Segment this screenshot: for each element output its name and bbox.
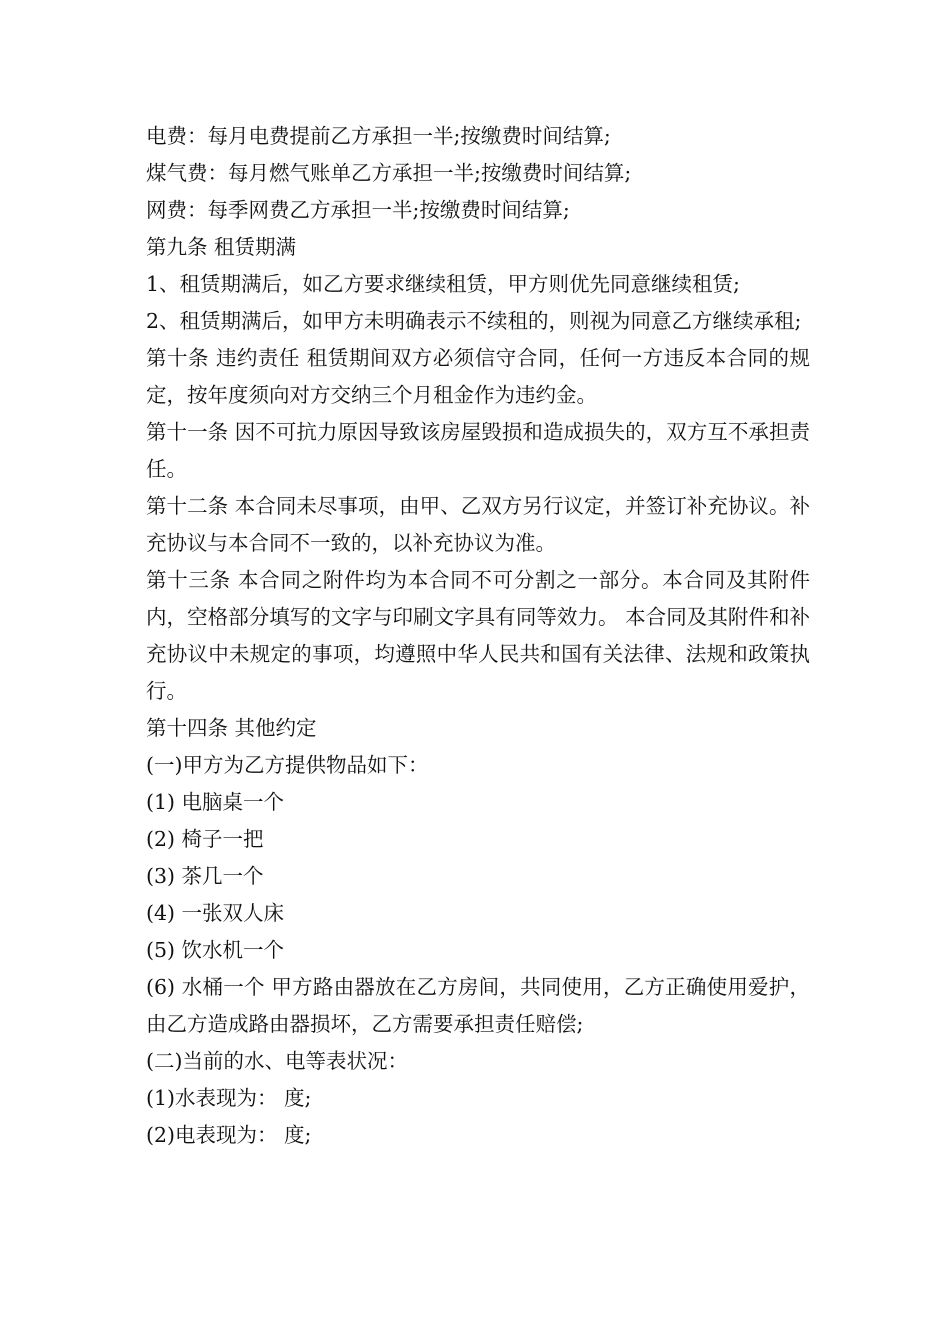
article-14-heading: 第十四条 其他约定: [146, 716, 317, 740]
paragraph-gas-fee: 煤气费：每月燃气账单乙方承担一半;按缴费时间结算;: [146, 161, 632, 185]
item-5: (5) 饮水机一个: [146, 938, 285, 962]
article-9-clause-2: 2、租赁期满后，如甲方未明确表示不续租的，则视为同意乙方继续承租;: [146, 309, 802, 333]
document-page: [146, 118, 810, 1154]
item-3: (3) 茶几一个: [146, 864, 264, 888]
paragraph-electricity-fee: 电费：每月电费提前乙方承担一半;按缴费时间结算;: [146, 124, 611, 148]
article-9-heading: 第九条 租赁期满: [146, 235, 297, 259]
electric-meter-reading: (2)电表现为： 度;: [146, 1123, 312, 1147]
item-6: (6) 水桶一个 甲方路由器放在乙方房间，共同使用，乙方正确使用爱护，由乙方造成路由器损坏，乙方需要承担责任赔偿;: [146, 975, 810, 1036]
article-9-clause-1: 1、租赁期满后，如乙方要求继续租赁，甲方则优先同意继续租赁;: [146, 272, 740, 296]
meter-status-heading: (二)当前的水、电等表状况：: [146, 1049, 408, 1073]
item-4: (4) 一张双人床: [146, 901, 285, 925]
article-11: 第十一条 因不可抗力原因导致该房屋毁损和造成损失的，双方互不承担责任。: [146, 420, 810, 481]
items-provided-heading: (一)甲方为乙方提供物品如下：: [146, 753, 429, 777]
paragraph-internet-fee: 网费：每季网费乙方承担一半;按缴费时间结算;: [146, 198, 570, 222]
article-10: 第十条 违约责任 租赁期间双方必须信守合同，任何一方违反本合同的规定，按年度须向对方交纳三个月租金作为违约金。: [146, 346, 810, 407]
article-12: 第十二条 本合同未尽事项，由甲、乙双方另行议定，并签订补充协议。补充协议与本合同不一致的，以补充协议为准。: [146, 494, 810, 555]
item-1: (1) 电脑桌一个: [146, 790, 285, 814]
item-2: (2) 椅子一把: [146, 827, 264, 851]
water-meter-reading: (1)水表现为： 度;: [146, 1086, 312, 1110]
article-13: 第十三条 本合同之附件均为本合同不可分割之一部分。本合同及其附件内，空格部分填写的文字与印刷文字具有同等效力。 本合同及其附件和补充协议中未规定的事项，均遵照中华人民共和国有关法律、法规和政策执行。: [146, 568, 810, 703]
